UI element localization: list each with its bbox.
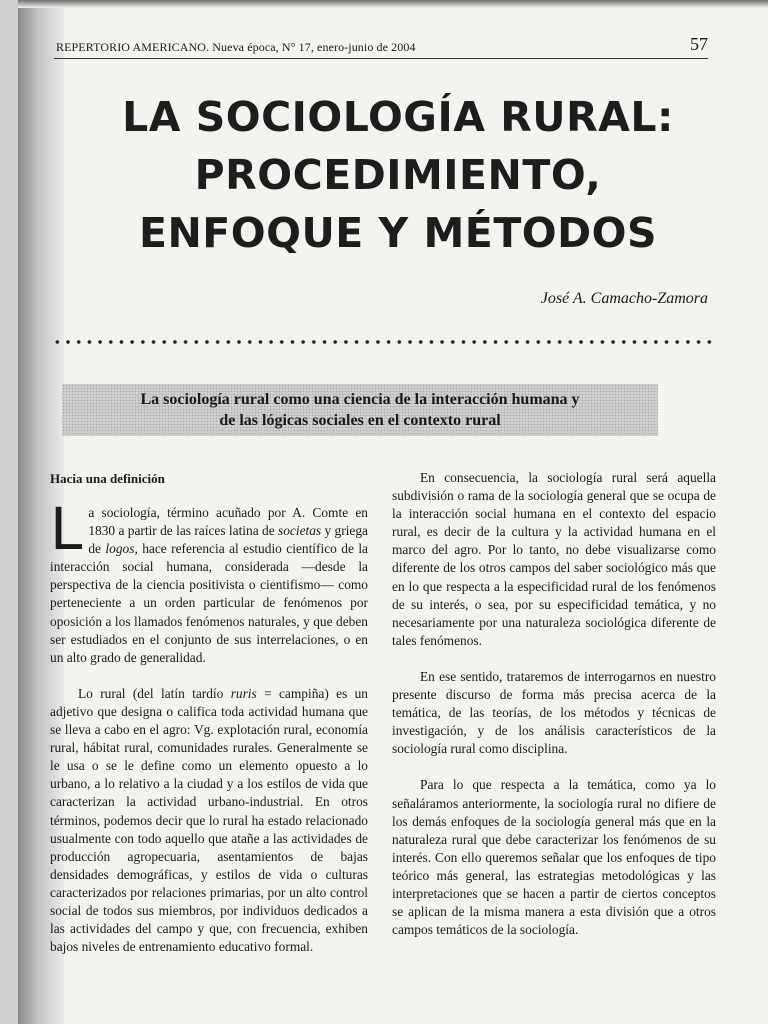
header-rule [54, 58, 708, 59]
author-name: José A. Camacho-Zamora [540, 290, 708, 307]
title-line-1: LA SOCIOLOGÍA RURAL: [122, 93, 674, 141]
page-number: 57 [690, 34, 708, 54]
paragraph [50, 495, 368, 667]
italic-term: societas [278, 523, 322, 539]
paragraph-text: Lo rural (del latín tardío [78, 685, 231, 701]
italic-term: ruris [230, 685, 257, 701]
subtitle-line-1: La sociología rural como una ciencia de la interacción humana y [140, 391, 580, 408]
right-column [392, 469, 716, 957]
title-line-2: PROCEDIMIENTO, [194, 151, 602, 199]
italic-term: logos [105, 541, 135, 557]
paragraph: Para lo que respecta a la temática, como ya lo señaláramos anteriormente, la sociología rural no difiere de los demás enfoques de la sociología general más que en la naturaleza rural que debe caracterizar los fenómenos de su interés. Con ello queremos señalar que los enfoques de tipo teórico más general, las estrategias metodológicas y las interpretaciones que se hacen a partir de ciertos conceptos se aplican de la misma manera a esta división que a otros campos temáticos de la sociología. [392, 777, 716, 938]
paragraph: En ese sentido, trataremos de interrogarnos en nuestro presente discurso de forma más precisa acerca de la temática, de las teorías, de los métodos y técnicas de investigación, y de los análisis característicos de la sociología rural como disciplina. [392, 668, 716, 757]
paragraph-text: y griega de [88, 523, 368, 557]
paragraph-text: = campiña) es un adjetivo que designa o califica toda actividad humana que se lleva a cabo en el agro: Vg. explotación rural, economía rural, hábitat rural, comunidades rurales. Generalmente se le usa o se le define como un elemento opuesto a lo urbano, a lo relativo a la ciudad y a los estilos de vida que caracterizan la actividad urbano-industrial. En otros términos, podemos decir que lo rural ha estado relacionado usualmente con todo aquello que atañe a las actividades de producción agropecuaria, asentamientos de bajas densidades demográficas, y estilos de vida o culturas caracterizados por relaciones primarias, por un alto control social de todos sus miembros, por individuos dedicados a las actividades del campo y que, con frecuencia, exhiben bajos niveles de entrenamiento educativo formal. [50, 685, 368, 955]
paragraph-text: a sociología, término acuñado por A. Comte en 1830 a partir de las raíces latina de [88, 505, 368, 539]
running-head: REPERTORIO AMERICANO. Nueva época, N° 17, enero-junio de 2004 [56, 40, 416, 54]
scanned-page [18, 0, 768, 1024]
paragraph: En consecuencia, la sociología rural será aquella subdivisión o rama de la sociología general que se ocupa de la interacción social humana en el contexto del espacio rural, es decir de la cultura y la actividad humana en el marco del agro. Por lo tanto, no debe visualizarse como diferente de los otros campos del saber sociológico más que en lo que respecta a la especificidad rural de los fenómenos de su interés, o sea, por su especificidad temática, y no necesariamente por una naturaleza sociológica diferente de tales fenómenos. [392, 470, 716, 648]
page-top-shadow [18, 0, 768, 8]
subtitle-line-2: de las lógicas sociales en el contexto rural [219, 412, 501, 429]
dotted-divider [52, 338, 714, 346]
drop-cap: L [50, 495, 83, 563]
paragraph [50, 685, 368, 956]
left-column [50, 495, 368, 956]
article-title [58, 88, 738, 262]
section-heading: Hacia una definición [50, 471, 165, 486]
title-line-3: ENFOQUE Y MÉTODOS [138, 209, 658, 257]
paragraph-text: , hace referencia al estudio científico de la interacción social humana, considerada —desde la perspectiva de la ciencia positivista o cientifismo— como perteneciente a un orden particular de fenómenos por oposición a los llamados fenómenos naturales, y que deben ser estudiados en el conjunto de sus interrelaciones, o en un alto grado de generalidad. [50, 541, 368, 665]
subtitle-box [62, 384, 658, 436]
